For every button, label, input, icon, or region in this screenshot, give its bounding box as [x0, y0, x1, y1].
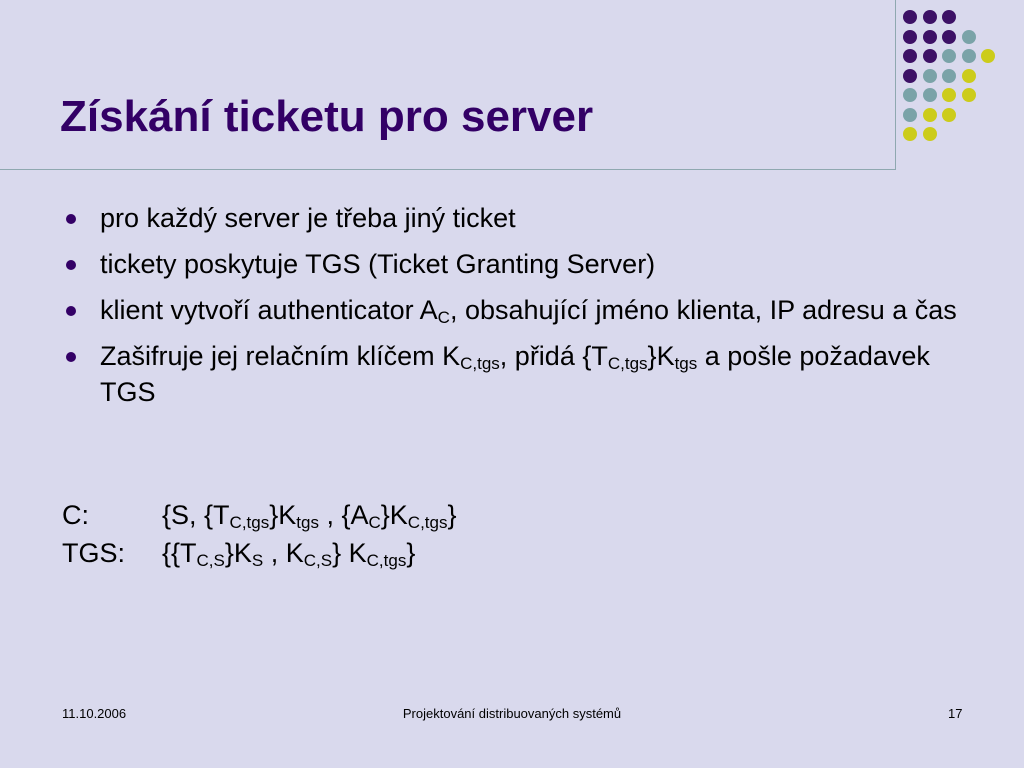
bullet-item	[62, 338, 962, 410]
bullet-item	[62, 292, 962, 328]
subscript-text: C	[368, 513, 381, 532]
bullet-text	[100, 249, 655, 279]
bullet-item	[62, 200, 962, 236]
text-run: }K	[224, 538, 252, 568]
footer-page-number: 17	[948, 706, 963, 721]
slide-title: Získání ticketu pro server	[60, 92, 594, 141]
subscript-text: C,S	[196, 551, 225, 570]
decorative-dot	[942, 30, 956, 44]
footer-date: 11.10.2006	[62, 706, 127, 721]
text-run: pro každý server je třeba jiný ticket	[100, 203, 516, 233]
decorative-dot	[903, 10, 917, 24]
protocol-party-label: TGS:	[62, 538, 126, 568]
decorative-dot	[903, 88, 917, 102]
text-run: , přidá {T	[499, 341, 608, 371]
subscript-text: C,S	[303, 551, 333, 570]
decorative-dot	[962, 88, 976, 102]
text-run: , obsahující jméno klienta, IP adresu a čas	[449, 295, 957, 325]
decorative-dot	[903, 127, 917, 141]
text-run: Zašifruje jej relačním klíčem K	[100, 341, 461, 371]
protocol-party-label: C:	[62, 500, 89, 530]
decorative-dot	[903, 49, 917, 63]
text-run: }	[406, 538, 416, 568]
decorative-dot	[942, 88, 956, 102]
bullet-dot-icon	[66, 214, 76, 224]
decorative-dot	[981, 49, 995, 63]
decorative-dot	[942, 10, 956, 24]
decorative-dot	[903, 108, 917, 122]
text-run: }K	[380, 500, 408, 530]
bullet-text	[100, 341, 930, 407]
decorative-dot	[923, 88, 937, 102]
title-divider-vertical	[895, 0, 896, 170]
text-run: a pošle požadavek TGS	[100, 341, 930, 407]
decorative-dot	[962, 30, 976, 44]
subscript-text: C,tgs	[607, 354, 648, 373]
title-divider-horizontal	[0, 169, 896, 170]
text-run: } K	[332, 538, 367, 568]
bullet-dot-icon	[66, 306, 76, 316]
decorative-dot	[962, 49, 976, 63]
decorative-dot	[903, 69, 917, 83]
decorative-dot	[903, 30, 917, 44]
subscript-text: S	[251, 551, 264, 570]
text-run: , K	[263, 538, 304, 568]
decorative-dot	[923, 10, 937, 24]
subscript-text: C,tgs	[460, 354, 500, 373]
bullet-item	[62, 246, 962, 282]
subscript-text: tgs	[674, 354, 698, 373]
decorative-dot	[923, 49, 937, 63]
decorative-dot	[923, 108, 937, 122]
text-run: }K	[269, 500, 297, 530]
subscript-text: C,tgs	[229, 513, 270, 532]
text-run: {{T	[162, 538, 197, 568]
subscript-text: C,tgs	[407, 513, 448, 532]
footer-course-title: Projektování distribuovaných systémů	[402, 706, 622, 721]
decorative-dot	[942, 49, 956, 63]
text-run: }	[447, 500, 457, 530]
protocol-message	[162, 534, 415, 572]
text-run: , {A	[318, 500, 369, 530]
subscript-text: C,tgs	[366, 551, 407, 570]
subscript-text: tgs	[296, 513, 319, 532]
decorative-dot	[962, 69, 976, 83]
bullet-dot-icon	[66, 352, 76, 362]
text-run: tickety poskytuje TGS (Ticket Granting Server)	[100, 249, 656, 279]
decorative-dot	[923, 127, 937, 141]
protocol-message	[162, 496, 457, 534]
subscript-text: C	[437, 308, 450, 327]
bullet-dot-icon	[66, 260, 76, 270]
decorative-dot-grid	[903, 10, 1023, 150]
decorative-dot	[942, 108, 956, 122]
text-run: klient vytvoří authenticator A	[100, 295, 438, 325]
bullet-text	[100, 295, 957, 325]
decorative-dot	[942, 69, 956, 83]
decorative-dot	[923, 69, 937, 83]
bullet-list	[62, 200, 962, 420]
text-run: {S, {T	[162, 500, 230, 530]
text-run: }K	[647, 341, 675, 371]
bullet-text	[100, 203, 516, 233]
decorative-dot	[923, 30, 937, 44]
